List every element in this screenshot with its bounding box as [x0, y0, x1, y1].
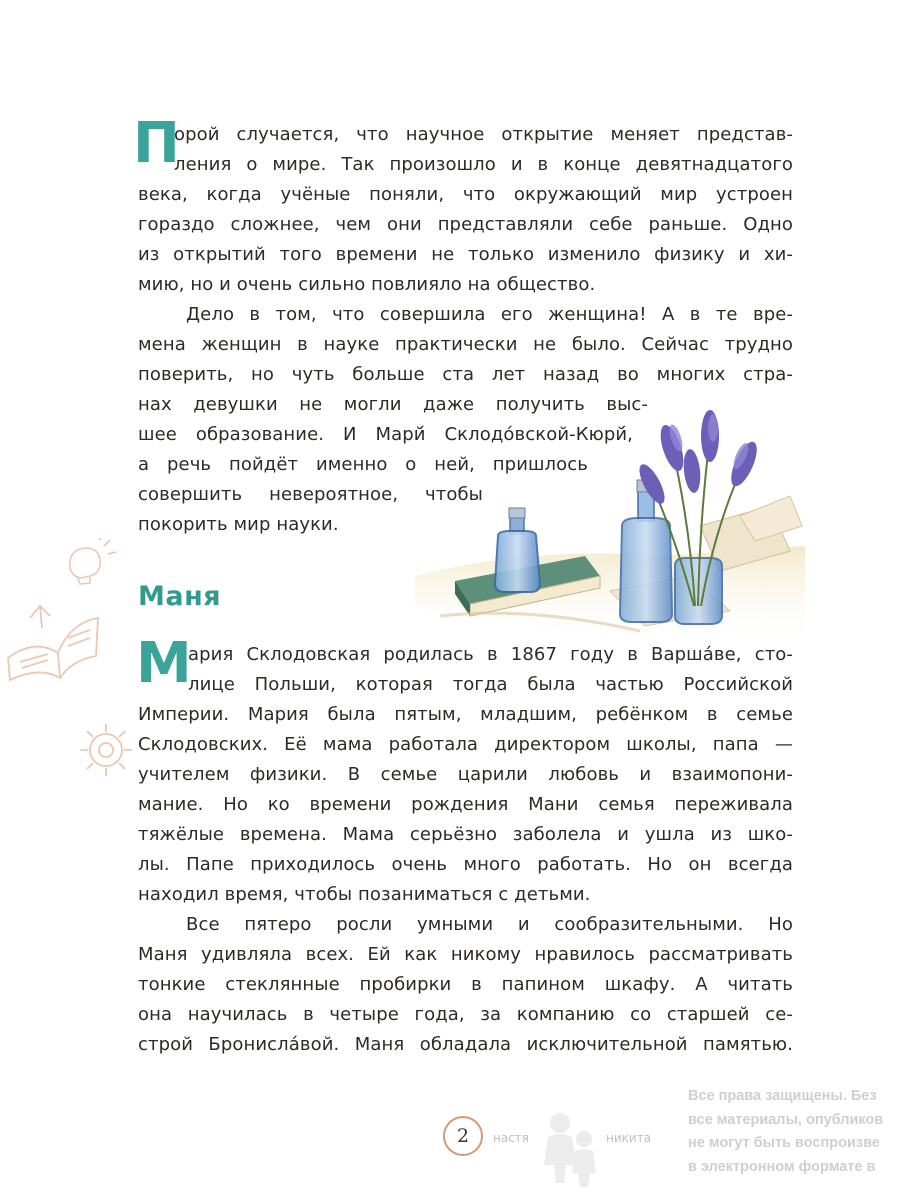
text-line: находил время, чтобы позаниматься с детьми.: [138, 884, 591, 905]
text-line: мена женщин в науке практически не было. Сейчас трудно: [138, 334, 793, 355]
text-line: мание. Но ко времени рождения Мани семья переживала: [138, 794, 793, 815]
text-line: ления о мире. Так произошло и в конце девятнадцатого: [174, 154, 793, 175]
text-line: она научилась в четыре года, за компанию со старшей се-: [138, 1004, 793, 1025]
text-line: из открытий того времени не только изменило физику и хи-: [138, 244, 793, 265]
text-line: лице Польши, которая тогда была частью Российской: [188, 674, 793, 695]
page-number: 2: [443, 1116, 483, 1156]
brand-name-left: настя: [493, 1131, 530, 1145]
brand-name-right: никита: [606, 1131, 652, 1145]
text-line: учителем физики. В семье царили любовь и взаимопони-: [138, 764, 793, 785]
text-line: мию, но и очень сильно повлияло на общество.: [138, 274, 596, 295]
text-line: лы. Папе приходилось очень много работать. Но он всегда: [138, 854, 793, 875]
text-line: Империи. Мария была пятым, младшим, ребёнком в семье: [138, 704, 793, 725]
watermark-line: Все права защищены. Без: [688, 1088, 877, 1104]
watermark-line: не могут быть воспроизве: [688, 1135, 880, 1151]
text-line: Дело в том, что совершила его женщина! А в те вре-: [186, 304, 793, 325]
text-line: тонкие стеклянные пробирки в папином шкафу. А читать: [138, 974, 793, 995]
text-line: поверить, но чуть больше ста лет назад во многих стра-: [138, 364, 793, 385]
watermark-line: в электронном формате в: [688, 1158, 876, 1175]
lightbulb-doodle-icon: [60, 538, 120, 588]
text-line: а речь пойдёт именно о ней, пришлось: [138, 454, 588, 475]
intro-dropcap: П: [133, 111, 180, 176]
open-book-doodle-icon: [0, 598, 105, 693]
text-line: Маня удивляла всех. Ей как никому нравилось рассматривать: [138, 944, 793, 965]
text-line: века, когда учёные поняли, что окружающий мир устроен: [138, 184, 793, 205]
gear-doodle-icon: [74, 718, 138, 782]
text-line: строй Бронисла́вой. Маня обладала исключительной памятью.: [138, 1034, 793, 1055]
section-heading: Маня: [138, 581, 222, 612]
section-dropcap: М: [136, 631, 192, 696]
text-line: нах девушки не могли даже получить выс-: [138, 394, 648, 415]
text-line: покорить мир науки.: [138, 514, 339, 535]
text-line: ария Склодовская родилась в 1867 году в Варша́ве, сто-: [188, 644, 793, 665]
children-silhouette-logo-icon: [530, 1103, 610, 1193]
text-line: Склодовских. Её мама работала директором школы, папа —: [138, 734, 793, 755]
copyright-watermark: [688, 1085, 900, 1179]
text-line: орой случается, что научное открытие меняет представ-: [174, 124, 793, 145]
text-line: Все пятеро росли умными и сообразительными. Но: [186, 914, 793, 935]
text-line: гораздо сложнее, чем они представляли себе раньше. Одно: [138, 214, 793, 235]
text-line: тяжёлые времена. Мама серьёзно заболела и ушла из шко-: [138, 824, 793, 845]
watermark-line: все материалы, опубликов: [688, 1111, 884, 1128]
text-line: совершить невероятное, чтобы: [138, 484, 483, 505]
text-line: шее образование. И Марй́ Склодо́вской-Кюрй́,: [138, 424, 633, 445]
